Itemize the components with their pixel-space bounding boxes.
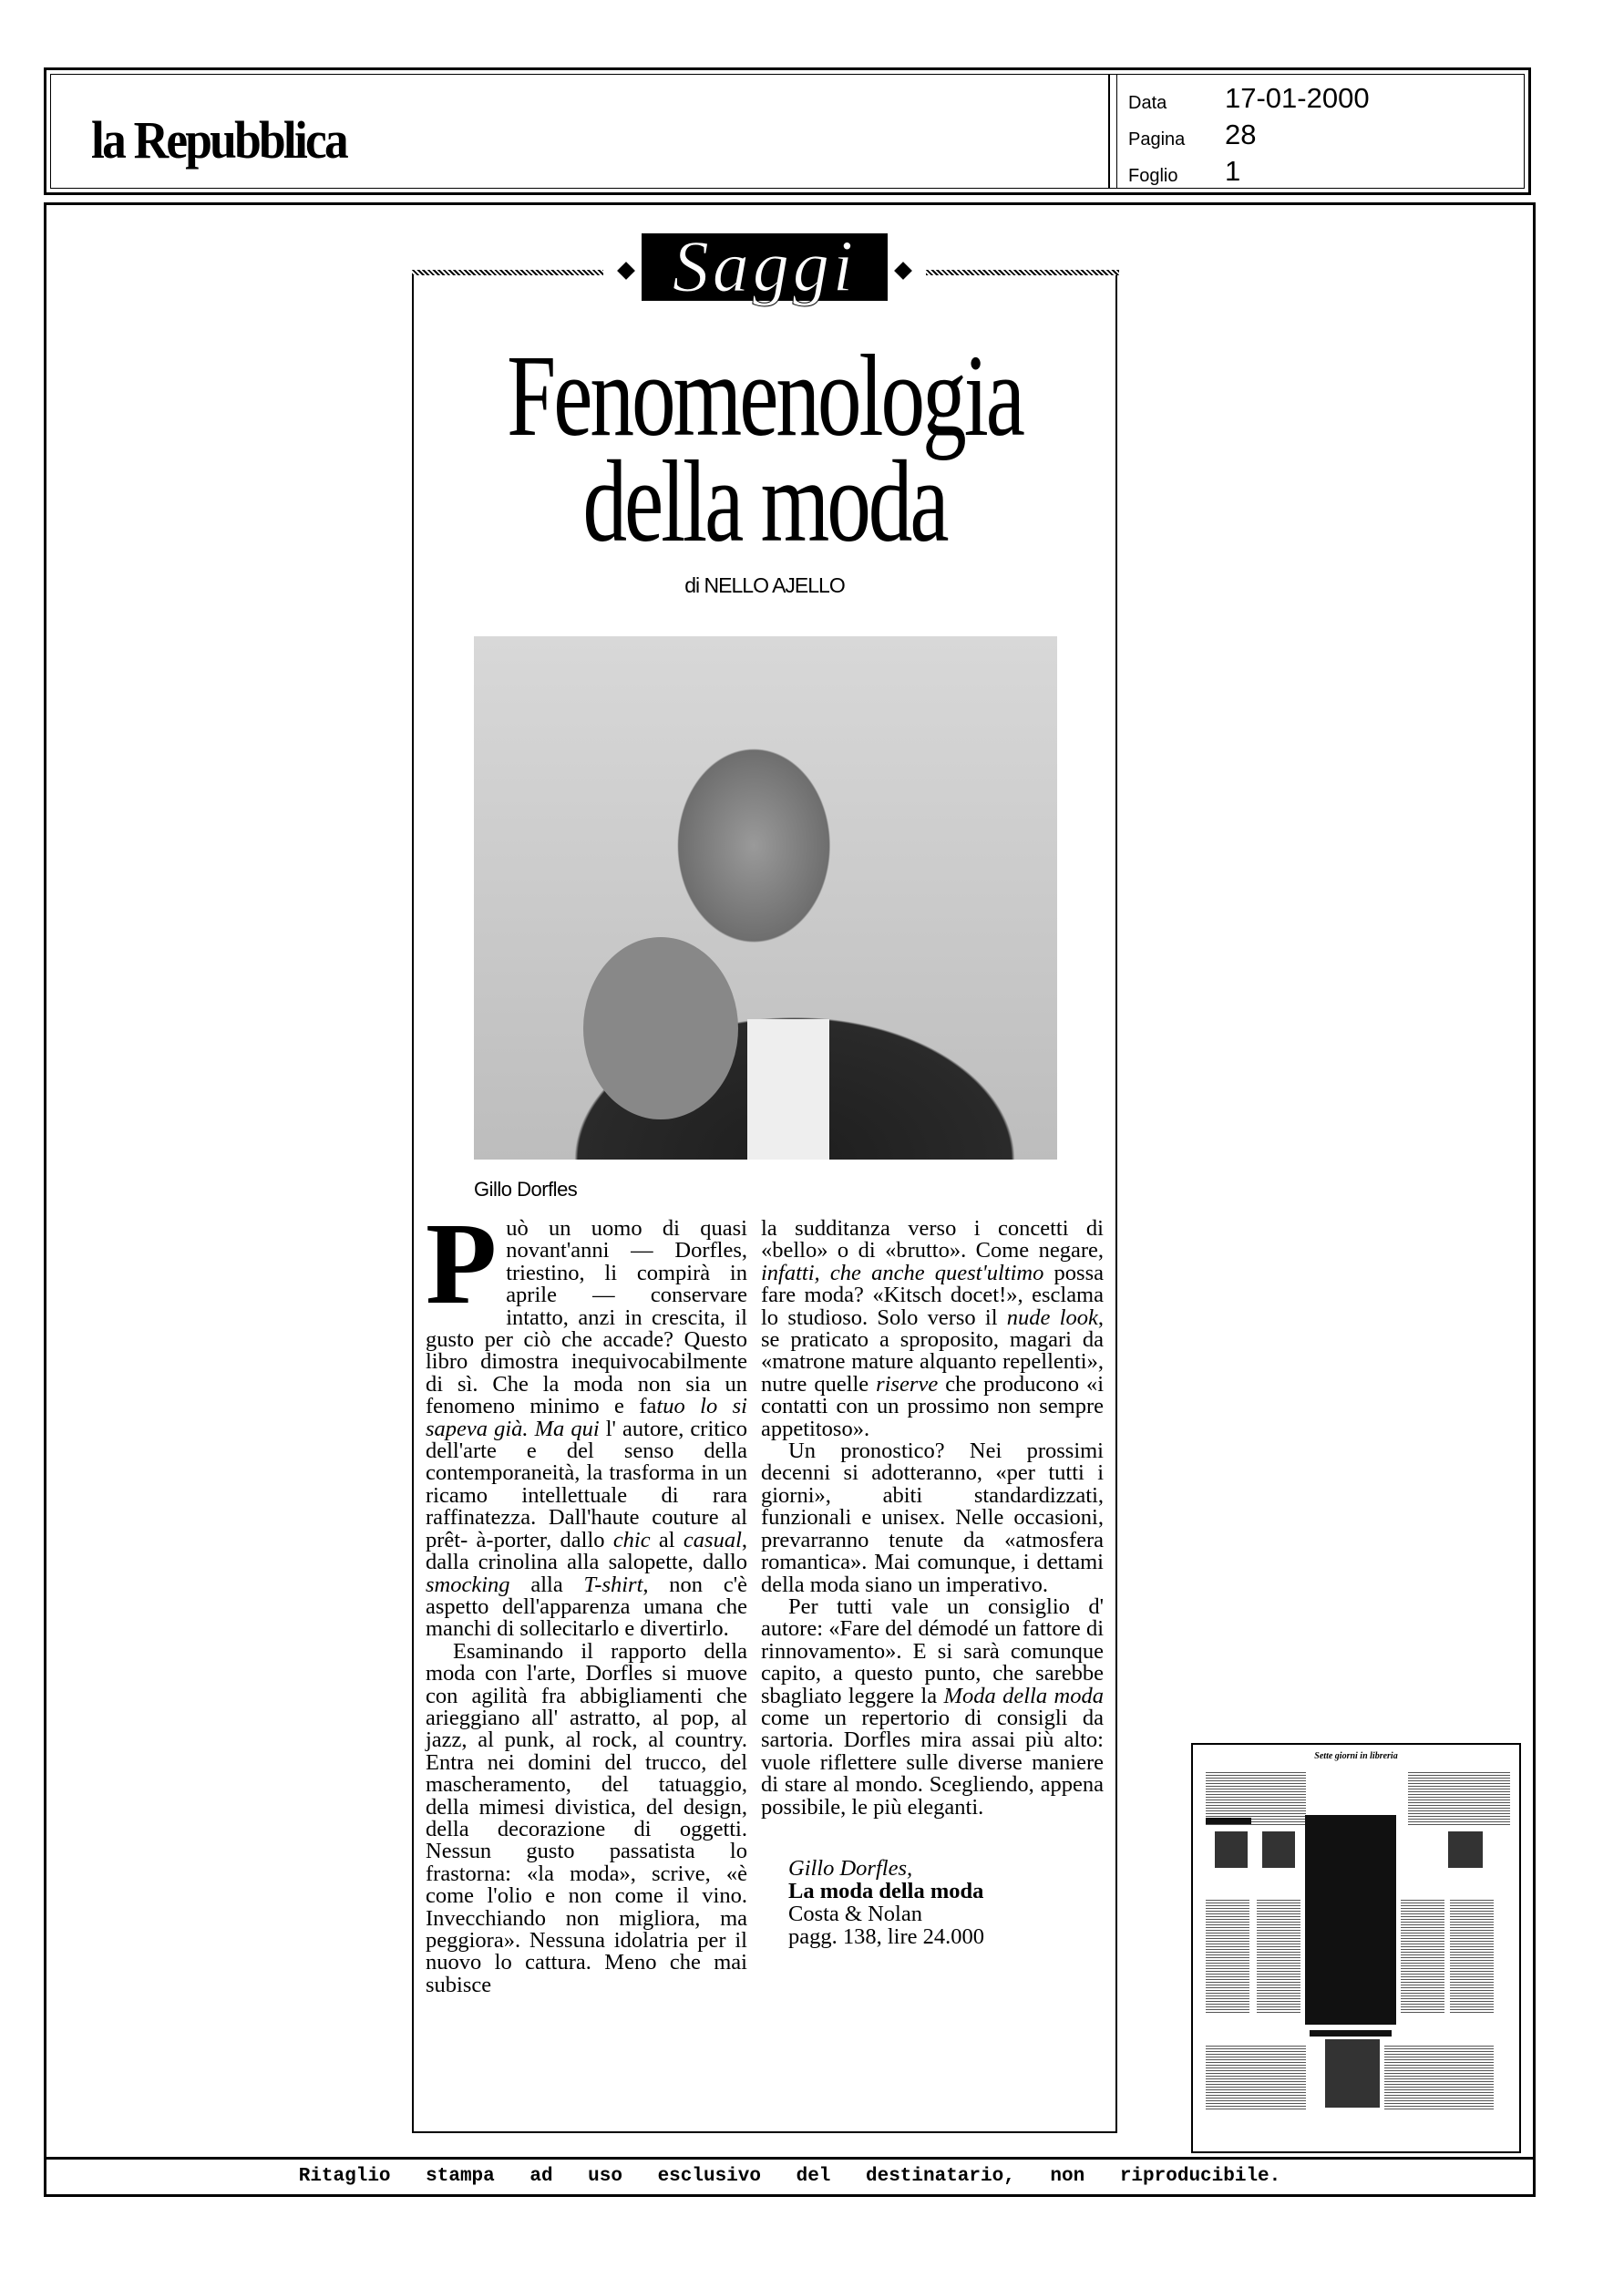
drop-cap: P — [426, 1199, 498, 1328]
header-frame — [50, 74, 1525, 189]
text-run: , non c'è aspetto dell'apparenza umana che manchi di sollecitarlo e divertirlo. — [426, 1572, 747, 1642]
headline-line: Fenomenologia — [507, 331, 1023, 460]
thumb-text — [1450, 1900, 1494, 2014]
clipping-header — [44, 67, 1531, 195]
text-run: , dalla crinolina alla salopette, dallo — [426, 1527, 747, 1575]
text-run: nude look — [1006, 1304, 1098, 1330]
thumb-text — [1401, 1900, 1444, 2014]
photo-hand — [583, 937, 738, 1119]
page-thumbnail — [1191, 1743, 1521, 2153]
book-details: pagg. 138, lire 24.000 — [788, 1923, 985, 1949]
thumb-text — [1206, 1900, 1249, 2014]
rubric-band — [642, 227, 888, 307]
thumb-text — [1206, 2046, 1306, 2109]
thumb-photo — [1325, 2039, 1380, 2108]
thumb-text — [1408, 1772, 1510, 1825]
book-publisher: Costa & Nolan — [788, 1901, 922, 1926]
author-photo — [474, 636, 1057, 1160]
rubric-rule-right — [926, 270, 1119, 275]
thumb-article — [1305, 1815, 1396, 2025]
thumb-photo — [1448, 1831, 1483, 1868]
thumb-text — [1384, 2046, 1494, 2109]
text-run: alla — [509, 1572, 584, 1597]
rubric-rule-left — [412, 270, 603, 275]
sheet-value: 1 — [1225, 155, 1241, 187]
copyright-notice: Ritaglio stampa ad uso esclusivo del destinatario, non riproducibile. — [298, 2166, 1281, 2187]
text-run: che producono «i contatti con un prossimo non sempre appetitoso». — [761, 1371, 1105, 1441]
text-run: Per tutti vale un consiglio d' autore: «Fare del démodé un fattore di rinnovamento». E si sarà comunque capito, a questo punto, che sarebbe sbagliato leggere la — [761, 1593, 1104, 1708]
text-run: Moda della moda — [943, 1683, 1104, 1708]
text-run: smocking — [426, 1572, 510, 1597]
text-run: l' autore, critico dell'arte e del senso della contemporaneità, la trasforma in un ricamo intellettuale di rara raffinatezza. Dall'haute couture al prêt- à-porter, dallo — [426, 1416, 748, 1552]
newspaper-logo: la Repubblica — [91, 110, 346, 170]
text-run: al — [650, 1527, 684, 1552]
text-run: , se praticato a sproposito, magari da «matrone mature alquanto repellenti», nutre quelle — [761, 1304, 1104, 1397]
photo-shirt — [747, 1019, 829, 1160]
byline: di NELLO AJELLO — [684, 573, 845, 597]
text-run: chic — [612, 1527, 651, 1552]
paragraph — [761, 1218, 1104, 1440]
text-run: riserve — [876, 1371, 939, 1397]
text-run: T-shirt — [583, 1572, 643, 1597]
text-run: la sudditanza verso i concetti di «bello» o di «brutto». Come negare, — [761, 1216, 1104, 1263]
header-divider — [1108, 75, 1117, 188]
paragraph — [426, 1638, 747, 1997]
paragraph — [761, 1440, 1104, 1596]
date-label: Data — [1128, 93, 1167, 113]
clipping-footer — [44, 2157, 1536, 2197]
headline-line: della moda — [582, 437, 947, 566]
text-column-1 — [426, 1199, 748, 1997]
text-run: infatti, che anche quest'ultimo — [761, 1260, 1044, 1285]
thumb-bar — [1310, 2030, 1392, 2037]
photo-caption: Gillo Dorfles — [474, 1178, 578, 1201]
headline — [414, 331, 1115, 566]
text-run: Un pronostico? Nei prossimi decenni si adotteranno, «per tutti i giorni», abiti standardizzati, funzionali e unisex. Nelle occasioni, prevarranno tenute da «atmosfera romantica». Mai comunque, i dettami della moda siano un imperativo. — [761, 1439, 1104, 1597]
book-info — [761, 1857, 1104, 1948]
sheet-label: Foglio — [1128, 166, 1178, 186]
date-value: 17-01-2000 — [1225, 82, 1370, 114]
thumbnail-heading: Sette giorni in libreria — [1314, 1751, 1398, 1761]
page-value: 28 — [1225, 119, 1257, 150]
text-run: casual — [683, 1527, 742, 1552]
rubric-label: Saggi — [672, 227, 858, 307]
paragraph — [761, 1593, 1104, 1820]
paragraph — [426, 1199, 748, 1642]
book-author: Gillo Dorfles, — [788, 1855, 913, 1881]
text-run: uò un uomo di quasi novant'anni — Dorfles, triestino, li compirà in aprile — conservare intatto, anzi in crescita, il gusto per ciò che accade? Questo libro dimostra inequivocabilmente di sì. Che la moda non sia un fenomeno minimo e fa — [426, 1216, 747, 1419]
thumb-bar — [1206, 1818, 1251, 1824]
text-run: tuo lo si sapeva già. Ma qui — [426, 1394, 747, 1441]
text-column-2 — [761, 1218, 1104, 1948]
thumb-text — [1257, 1900, 1300, 2014]
book-title: La moda della moda — [788, 1878, 984, 1903]
text-run: Esaminando il rapporto della moda con l'arte, Dorfles si muove con agilità fra abbigliamenti che arieggiano all' astratto, al pop, al jazz, al punk, al rock, al country. Entra nei domini del trucco, del mascheramento, del tatuaggio, della mimesi divistica, del design, della decorazione di oggetti. Nessun gusto passatista lo frastorna: «la moda», scrive, «è come l'olio e non come il vino. Invecchiando non migliora, ma peggiora». Nessuna idolatria per il nuovo lo cattura. Meno che mai subisce — [426, 1638, 747, 1997]
text-run: come un repertorio di consigli da sartoria. Dorfles mira assai più alto: vuole riflettere sulle diverse maniere di stare al mondo. Scegliendo, appena possibile, le più eleganti. — [761, 1705, 1104, 1820]
article — [412, 227, 1117, 2133]
page-label: Pagina — [1128, 129, 1186, 150]
text-run: possa fare moda? «Kitsch docet!», esclama lo studioso. Solo verso il — [761, 1260, 1104, 1330]
thumb-photo — [1215, 1831, 1248, 1868]
thumb-photo — [1262, 1831, 1295, 1868]
